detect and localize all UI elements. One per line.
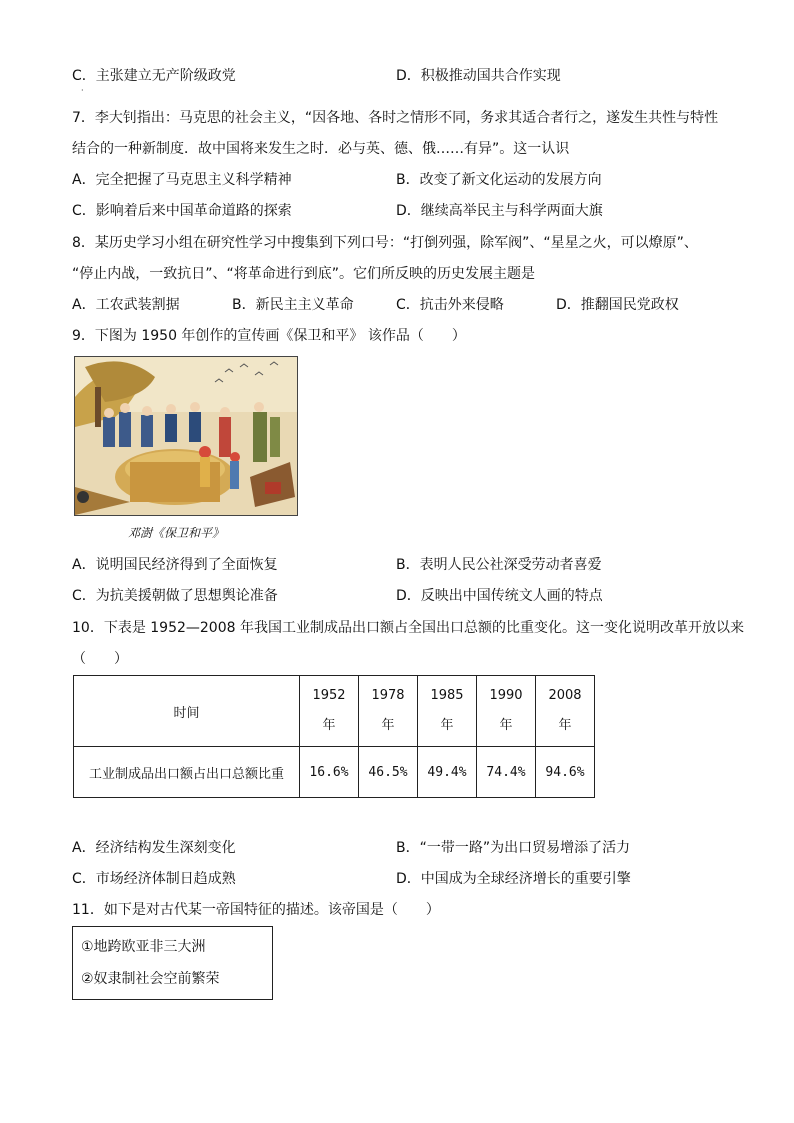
- q10-stem-line1: 10．下表是 1952—2008 年我国工业制成品出口额占全国出口总额的比重变化。这一变化说明改革开放以来: [72, 620, 744, 636]
- painting-caption: 邓澍《保卫和平》: [128, 526, 225, 540]
- table-row: [74, 747, 595, 798]
- q6-option-c: C．主张建立无产阶级政党: [72, 68, 236, 84]
- table-value-cell: 16.6%: [300, 747, 359, 798]
- q10-option-d: D．中国成为全球经济增长的重要引擎: [396, 871, 631, 887]
- table-value-cell: 46.5%: [359, 747, 418, 798]
- table-value-cell: 74.4%: [477, 747, 536, 798]
- q11-item-2: ②奴隶制社会空前繁荣: [81, 971, 220, 987]
- q10-option-a: A．经济结构发生深刻变化: [72, 840, 236, 856]
- q6-option-d: D．积极推动国共合作实现: [396, 68, 561, 84]
- table-year-cell: 1952 年: [300, 676, 359, 747]
- table-head-label: 时间: [74, 676, 300, 747]
- q8-option-a: A．工农武装割据: [72, 297, 180, 313]
- q9-option-c: C．为抗美援朝做了思想舆论准备: [72, 588, 278, 604]
- q8-option-d: D．推翻国民党政权: [556, 297, 679, 313]
- q8-stem-line2: “停止内战，一致抗日”、“将革命进行到底”。它们所反映的历史发展主题是: [72, 266, 536, 282]
- q7-option-a: A．完全把握了马克思主义科学精神: [72, 172, 292, 188]
- q9-option-d: D．反映出中国传统文人画的特点: [396, 588, 603, 604]
- table-year-cell: 2008 年: [536, 676, 595, 747]
- q9-option-a: A．说明国民经济得到了全面恢复: [72, 557, 278, 573]
- q11-stem: 11．如下是对古代某一帝国特征的描述。该帝国是（ ）: [72, 902, 440, 918]
- emphasis-dot: ·: [81, 86, 84, 95]
- q7-option-d: D．继续高举民主与科学两面大旗: [396, 203, 603, 219]
- q7-stem-line1: 7．李大钊指出：马克思的社会主义，“因各地、各时之情形不同，务求其适合者行之，遂发生共性与特性: [72, 110, 719, 126]
- q7-stem-line2: 结合的一种新制度．故中国将来发生之时．必与英、德、俄……有异”。这一认识: [72, 141, 570, 157]
- q11-item-1: ①地跨欧亚非三大洲: [81, 939, 206, 955]
- q10-stem-line2: （ ）: [72, 651, 128, 667]
- painting-illustration: [75, 357, 297, 515]
- q8-option-c: C．抗击外来侵略: [396, 297, 504, 313]
- q8-stem-line1: 8．某历史学习小组在研究性学习中搜集到下列口号：“打倒列强，除军阀”、“星星之火，可以燎原”、: [72, 235, 698, 251]
- q9-stem: 9．下图为 1950 年创作的宣传画《保卫和平》 该作品（ ）: [72, 328, 466, 344]
- q8-option-b: B．新民主主义革命: [232, 297, 354, 313]
- q7-option-c: C．影响着后来中国革命道路的探索: [72, 203, 292, 219]
- q10-option-b: B．“一带一路”为出口贸易增添了活力: [396, 840, 631, 856]
- q9-option-b: B．表明人民公社深受劳动者喜爱: [396, 557, 602, 573]
- table-year-cell: 1985 年: [418, 676, 477, 747]
- q11-description-box: [72, 926, 273, 1000]
- table-year-cell: 1978 年: [359, 676, 418, 747]
- table-value-cell: 94.6%: [536, 747, 595, 798]
- export-ratio-table: [73, 675, 595, 798]
- table-year-cell: 1990 年: [477, 676, 536, 747]
- table-row-label: 工业制成品出口额占出口总额比重: [74, 747, 300, 798]
- propaganda-painting-image: [74, 356, 298, 516]
- q10-option-c: C．市场经济体制日趋成熟: [72, 871, 236, 887]
- table-value-cell: 49.4%: [418, 747, 477, 798]
- q7-option-b: B．改变了新文化运动的发展方向: [396, 172, 602, 188]
- table-header-row: [74, 676, 595, 747]
